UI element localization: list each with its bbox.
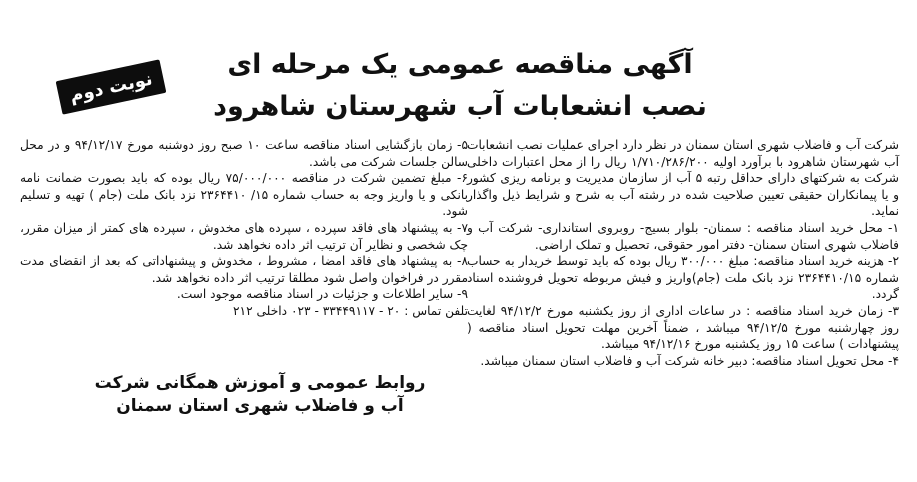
clause-6: ۶- مبلغ تضمین شرکت در مناقصه ۷۵/۰۰۰/۰۰۰ ریال بوده که باید بصورت ضمانت نامه بانکی و یا واریز وجه به حساب شماره ۱۵/ ۲۳۶۴۴۱۰ نزد بانک ملت (جام ) تهیه و تسلیم شود.: [20, 171, 468, 219]
right-column: [467, 137, 899, 369]
signature-block: [80, 372, 440, 418]
notice-title-line2: نصب انشعابات آب شهرستان شاهرود: [213, 91, 707, 122]
clause-1: ۱- محل خرید اسناد مناقصه : سمنان- بلوار بسیج- روبروی استانداری- شرکت آب و فاضلاب شهری استان سمنان- دفتر امور حقوقی، تحصیل و تملک اراضی.: [467, 220, 899, 252]
clause-3: ۳- زمان خرید اسناد مناقصه : در ساعات اداری از روز یکشنبه مورخ ۹۴/۱۲/۲ لغایت روز چهارشنبه مورخ ۹۴/۱۲/۵ میباشد ، ضمناً آخرین مهلت تحویل اسناد مناقصه ( پیشنهادات ) ساعت ۱۵ روز یکشنبه مورخ ۹۴/۱۲/۱۶ میباشد.: [467, 303, 900, 352]
notice-title-line1: آگهی مناقصه عمومی یک مرحله ای: [227, 49, 693, 80]
clause-9: ۹- سایر اطلاعات و جزئیات در اسناد مناقصه موجود است.: [176, 287, 468, 302]
clause-2: ۲- هزینه خرید اسناد مناقصه: مبلغ ۳۰۰/۰۰۰ ریال بوده که باید توسط خریدار به حساب شماره ۲۳۶۴۴۱۰/۱۵ نزد بانک ملت (جام)واریز و فیش مربوطه تحویل فروشنده اسناد گردد.: [467, 254, 899, 302]
contact-phone: تلفن تماس : ۲۰ - ۳۳۴۴۹۱۱۷ - ۰۲۳ داخلی ۲۱۲: [233, 303, 468, 318]
intro-paragraph: شرکت آب و فاضلاب شهری استان سمنان در نظر دارد اجرای عملیات نصب انشعابات آب شهرستان شاهرود با برآورد اولیه ۱/۷۱۰/۲۸۶/۲۰۰ ریال را از محل اعتبارات داخلی شرکت به شرکتهای دارای حداقل رتبه ۵ آب از سازمان مدیریت و برنامه ریزی کشور و یا پیمانکاران حقیقی تعیین صلاحیت شده در رشته آب به شرح و شرایط ذیل واگذار نماید.: [467, 138, 899, 219]
clause-5: ۵- زمان بازگشایی اسناد مناقصه ساعت ۱۰ صبح روز دوشنبه مورخ ۹۴/۱۲/۱۷ و در محل سالن جلسات شرکت می باشد.: [20, 138, 468, 169]
left-column: [20, 137, 468, 320]
signature-line1: روابط عمومی و آموزش همگانی شرکت: [94, 373, 426, 393]
clause-8: ۸- به پیشنهاد های فاقد امضا ، مشروط ، مخدوش و پیشنهاداتی که بعد از انقضای مدت مقرر در فراخوان واصل شود مطلقا ترتیب اثر داده نخواهد شد.: [20, 254, 468, 285]
clause-7: ۷- به پیشنهاد های فاقد سپرده ، سپرده های مخدوش ، سپرده های کمتر از میزان مقرر، چک شخصی و نظایر آن ترتیب اثر داده نخواهد شد.: [20, 220, 468, 252]
clause-4: ۴- محل تحویل اسناد مناقصه: دبیر خانه شرکت آب و فاضلاب استان سمنان میباشد.: [480, 353, 899, 368]
second-round-badge: نوبت دوم: [56, 59, 167, 114]
signature-line2: آب و فاضلاب شهری استان سمنان: [116, 396, 404, 416]
